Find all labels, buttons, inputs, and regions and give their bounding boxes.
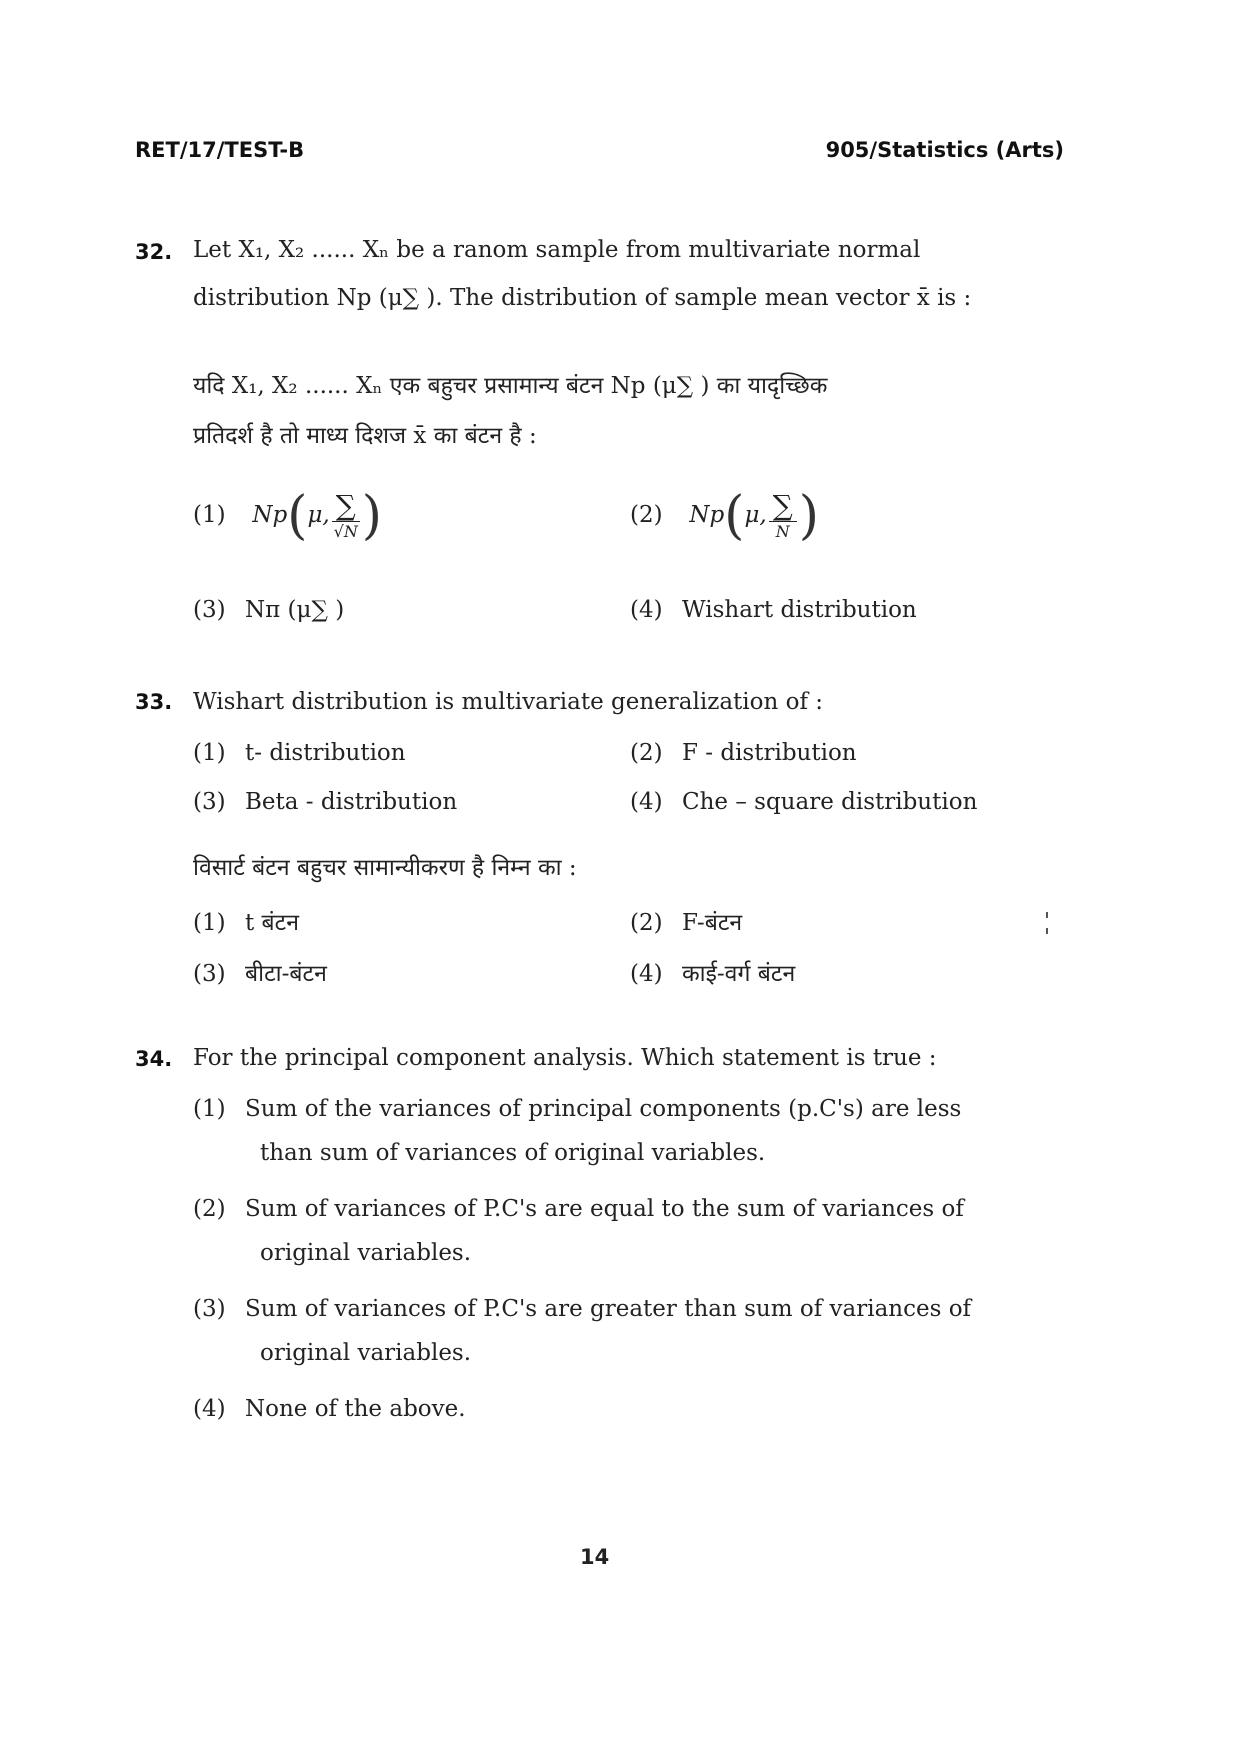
question-33-hi-option-1 [193,910,299,938]
paper-code: RET/17/TEST-B [135,138,305,162]
question-34-option-1 [193,1096,961,1124]
option-text: बीटा-बंटन [245,961,327,987]
question-32-option-2 [630,486,820,546]
option-number: (4) [630,597,663,623]
option-number: (4) [193,1396,226,1422]
question-32-hindi-line1: यदि X₁, X₂ ...... Xₙ एक बहुचर प्रसामान्य बंटन Np (μ∑ ) का यादृच्छिक [193,373,828,399]
option-number: (3) [193,961,226,987]
scan-speck [1046,912,1048,918]
option-number: (2) [193,1196,226,1222]
right-paren: ) [361,486,383,546]
question-32-option-3 [193,597,344,625]
question-32-english-line2: distribution Np (μ∑ ). The distribution of sample mean vector x̄ is : [193,285,972,311]
question-33-en-option-4 [630,789,977,817]
question-33-english: Wishart distribution is multivariate generalization of : [193,689,824,715]
option-number: (4) [630,789,663,815]
formula-prefix: Np [689,502,725,529]
option-text: काई-वर्ग बंटन [682,961,796,987]
option-number: (1) [193,910,226,936]
question-32-option-1 [193,486,383,546]
left-paren: ( [724,486,745,546]
question-33-hindi: विसार्ट बंटन बहुचर सामान्यीकरण है निम्न का : [193,855,577,881]
left-paren: ( [287,486,308,546]
option-text: Wishart distribution [682,597,917,623]
option-text: Che – square distribution [682,789,978,815]
page-number: 14 [580,1545,610,1569]
option-text-line1: Sum of variances of P.C's are equal to the sum of variances of [245,1196,964,1222]
question-33-en-option-1 [193,740,406,768]
fraction-numerator: ∑ [332,491,360,522]
option-number: (4) [630,961,663,987]
option-number: (3) [193,789,226,815]
question-34-option-3 [193,1296,971,1324]
formula-fraction [769,488,797,542]
option-number: (3) [193,597,226,623]
subject-title: 905/Statistics (Arts) [825,138,1064,162]
fraction-denominator: √N [333,521,358,541]
option-text: t बंटन [245,910,300,936]
option-text: None of the above. [245,1396,466,1422]
option-number: (3) [193,1296,226,1322]
question-33-en-option-2 [630,740,857,768]
formula-prefix: Np [252,502,288,529]
question-34-english: For the principal component analysis. Which statement is true : [193,1045,937,1071]
question-33-hi-option-2 [630,910,742,938]
option-number: (2) [630,502,663,529]
question-33-number: 33. [135,690,173,714]
option-text: F-बंटन [682,910,743,936]
question-33-hi-option-3 [193,961,327,989]
option-text-line1: Sum of variances of P.C's are greater than sum of variances of [245,1296,972,1322]
option-text: Nπ (μ∑ ) [245,597,345,623]
formula-np-mu-sigma-n [689,486,820,546]
option-number: (2) [630,740,663,766]
question-34-option-4 [193,1396,466,1424]
question-34-option-2 [193,1196,964,1224]
question-34-option-1-line2: than sum of variances of original variables. [260,1140,766,1166]
option-text: t- distribution [245,740,406,766]
option-number: (2) [630,910,663,936]
option-text-line1: Sum of the variances of principal components (p.C's) are less [245,1096,962,1122]
formula-fraction [332,488,360,542]
fraction-denominator: N [775,521,790,541]
question-32-hindi-line2: प्रतिदर्श है तो माध्य दिशज x̄ का बंटन है : [193,423,537,449]
option-number: (1) [193,1096,226,1122]
question-32-option-4 [630,597,917,625]
question-34-number: 34. [135,1047,173,1071]
question-34-option-3-line2: original variables. [260,1340,472,1366]
question-32-english-line1: Let X₁, X₂ ...... Xₙ be a ranom sample from multivariate normal [193,237,921,263]
scan-speck [1046,928,1048,934]
question-32-number: 32. [135,240,173,264]
option-text: Beta - distribution [245,789,458,815]
formula-mu: μ, [744,502,767,529]
formula-mu: μ, [307,502,330,529]
option-number: (1) [193,740,226,766]
fraction-numerator: ∑ [769,491,797,522]
right-paren: ) [798,486,820,546]
option-text: F - distribution [682,740,857,766]
question-33-en-option-3 [193,789,457,817]
question-33-hi-option-4 [630,961,795,989]
formula-np-mu-sigma-root-n [252,486,383,546]
option-number: (1) [193,502,226,529]
question-34-option-2-line2: original variables. [260,1240,472,1266]
